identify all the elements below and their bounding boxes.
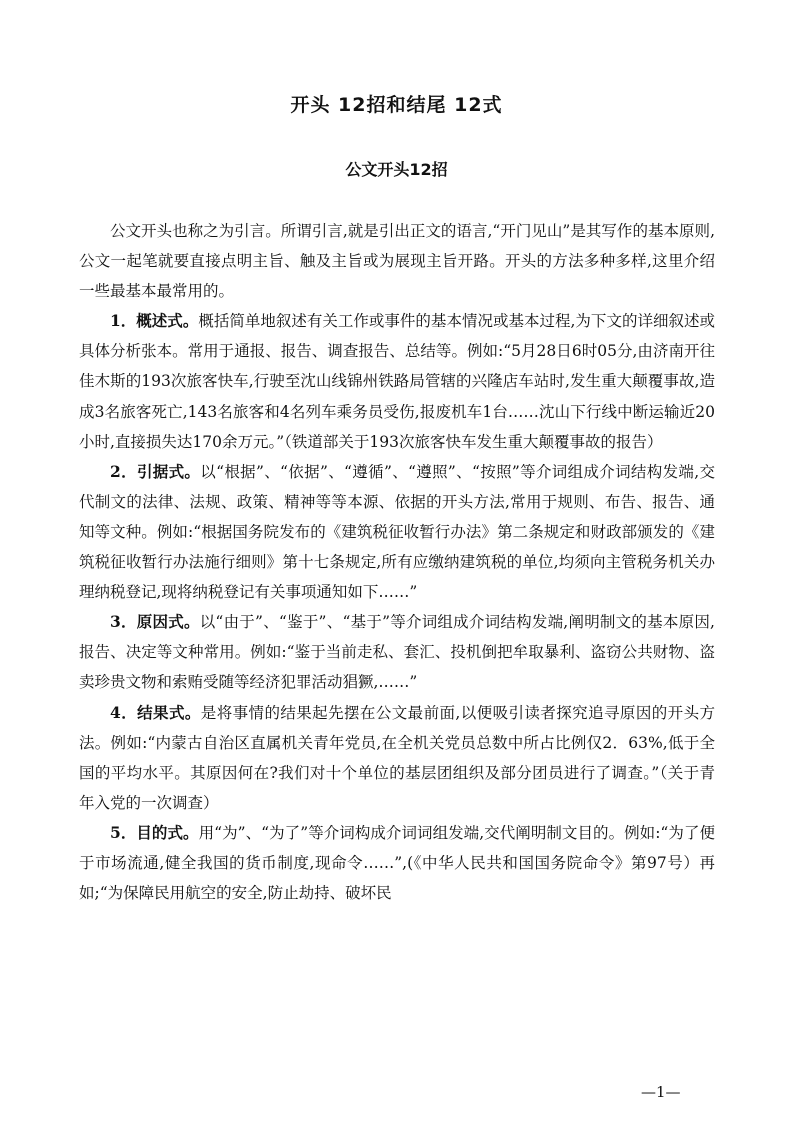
section-paragraph-4 <box>79 698 715 818</box>
document-title: 开头 12招和结尾 12式 <box>290 94 503 116</box>
page-number: —1— <box>641 1083 681 1101</box>
section-text-5: 用“为”、“为了”等介词构成介词词组发端,交代阐明制文目的。例如:“为了便于市场流通,健全我国的货币制度,现命令……”,(《中华人民共和国国务院命令》第97号）再如;“为保障民用航空的安全,防止劫持、破坏民 <box>79 823 715 903</box>
section-text-2: 以“根据”、“依据”、“遵循”、“遵照”、“按照”等介词组成介词结构发端,交代制文的法律、法规、政策、精神等等本源、依据的开头方法,常用于规则、布告、报告、通知等文种。例如:“根据国务院发布的《建筑税征收暂行办法》第二条规定和财政部颁发的《建筑税征收暂行办法施行细则》第十七条规定,所有应缴纳建筑税的单位,均须向主管税务机关办理纳税登记,现将纳税登记有关事项通知如下……” <box>79 462 715 602</box>
section-text-1: 概括简单地叙述有关工作或事件的基本情况或基本过程,为下文的详细叙述或具体分析张本。常用于通报、报告、调查报告、总结等。例如:“5月28日6时05分,由济南开往佳木斯的193次旅客快车,行驶至沈山线锦州铁路局管辖的兴隆店车站时,发生重大颠覆事故,造成3名旅客死亡,143名旅客和4名列车乘务员受伤,报废机车1台……沈山下行线中断运输近20小时,直接损失达170余万元。”（铁道部关于193次旅客快车发生重大颠覆事故的报告） <box>79 312 715 451</box>
section-paragraph-1 <box>79 306 715 456</box>
section-text-4: 是将事情的结果起先摆在公文最前面,以便吸引读者探究追寻原因的开头方法。例如:“内蒙古自治区直属机关青年党员,在全机关党员总数中所占比例仅2．63%,低于全国的平均水平。其原因何在?我们对十个单位的基层团组织及部分团员进行了调查。”（关于青年入党的一次调查） <box>79 703 715 812</box>
section-heading-3: 3．原因式。 <box>110 612 200 632</box>
document-body <box>79 216 715 908</box>
section-paragraph-5 <box>79 818 715 908</box>
section-heading-2: 2．引据式。 <box>110 461 201 481</box>
section-heading-1: 1．概述式。 <box>110 311 199 331</box>
section-subtitle: 公文开头12招 <box>345 160 448 179</box>
section-paragraph-3 <box>79 607 715 697</box>
intro-paragraph: 公文开头也称之为引言。所谓引言,就是引出正文的语言,“开门见山”是其写作的基本原则,公文一起笔就要直接点明主旨、触及主旨或为展现主旨开路。开头的方法多种多样,这里介绍一些最基本最常用的。 <box>79 222 715 301</box>
section-text-3: 以“由于”、“鉴于”、“基于”等介词组成介词结构发端,阐明制文的基本原因,报告、决定等文种常用。例如:“鉴于当前走私、套汇、投机倒把牟取暴利、盗窃公共财物、盗卖珍贵文物和索贿受随等经济犯罪活动猖獗,……” <box>79 613 715 692</box>
section-paragraph-2 <box>79 457 715 607</box>
section-heading-5: 5．目的式。 <box>110 822 199 842</box>
section-heading-4: 4．结果式。 <box>110 702 201 722</box>
